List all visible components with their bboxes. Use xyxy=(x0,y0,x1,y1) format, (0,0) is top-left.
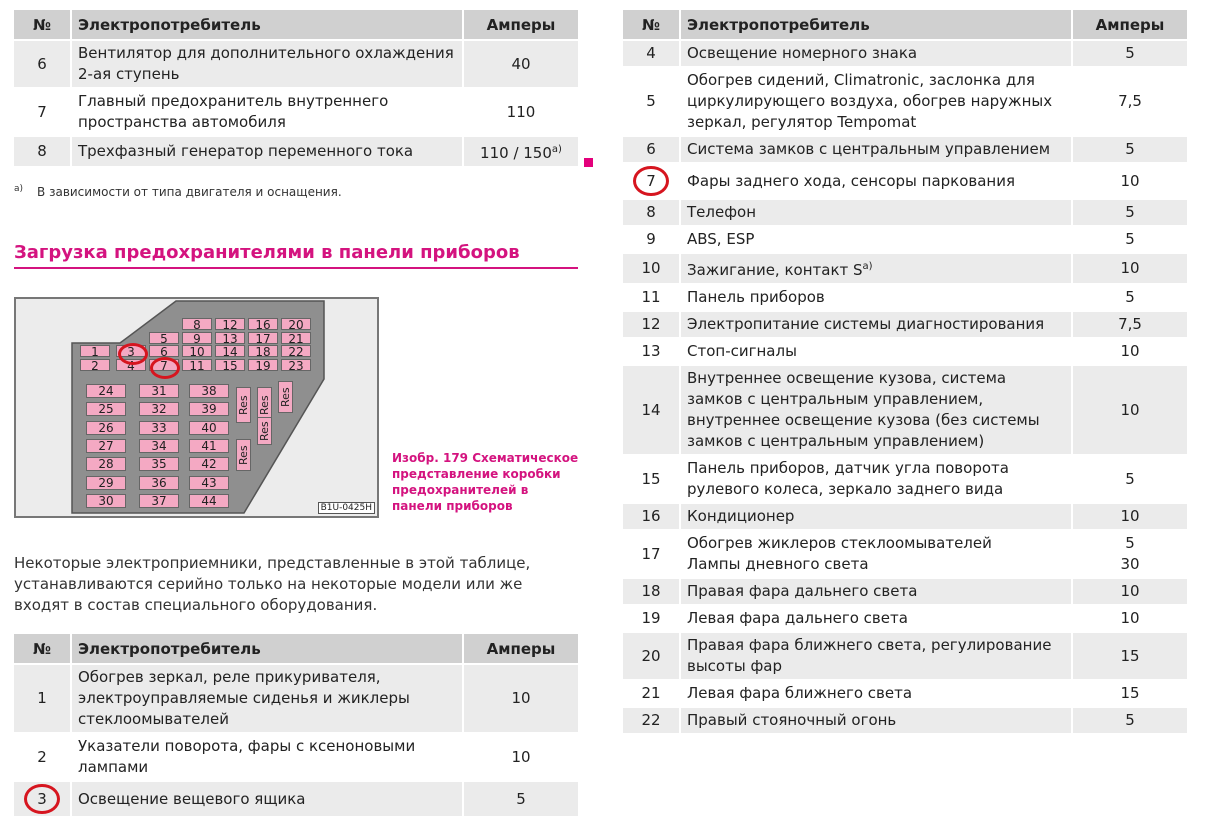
amps-value: 10 xyxy=(1120,400,1140,419)
fuse-number: 8 xyxy=(646,203,656,221)
column-header-consumer: Электропотребитель xyxy=(71,10,463,40)
amps-value: 5 xyxy=(1125,230,1135,248)
fuse-number: 1 xyxy=(37,689,47,707)
fuse-number-cell xyxy=(623,530,680,578)
fuse-table-right xyxy=(623,10,1187,735)
table-row xyxy=(623,605,1187,632)
consumer-cell xyxy=(680,284,1072,311)
fuse-number-cell xyxy=(14,136,71,167)
fuse-number: 14 xyxy=(641,400,661,419)
amps-value: 10 xyxy=(1120,342,1140,360)
consumer-cell xyxy=(71,136,463,167)
amps-value: 7,5 xyxy=(1118,315,1142,333)
consumer-name: Трехфазный генератор переменного тока xyxy=(78,142,414,160)
amps-value: 110 xyxy=(506,102,536,121)
fuse-number: 4 xyxy=(646,44,656,62)
fuse-number-cell xyxy=(623,455,680,503)
fuse-number: 21 xyxy=(641,684,661,702)
table-row xyxy=(623,338,1187,365)
amps-value: 10 xyxy=(1120,582,1140,600)
consumer-name-2: Лампы дневного света xyxy=(687,555,869,573)
table-row xyxy=(14,664,578,733)
fuse-slot: 29 xyxy=(86,476,126,490)
amps-cell xyxy=(1072,530,1187,578)
fuse-slot: 19 xyxy=(248,359,278,371)
consumer-name: Электропитание системы диагностирования xyxy=(687,315,1045,333)
fuse-slot: 11 xyxy=(182,359,212,371)
fuse-number-cell xyxy=(14,88,71,136)
fuse-slot: 39 xyxy=(189,402,229,416)
amps-value: 10 xyxy=(511,747,531,766)
consumer-cell xyxy=(680,40,1072,67)
consumer-cell xyxy=(680,605,1072,632)
table-row xyxy=(623,530,1187,578)
fuse-slot: 6 xyxy=(149,345,179,357)
amps-value: 10 xyxy=(511,689,531,707)
consumer-name: Правая фара ближнего света, регулирование высоты фар xyxy=(687,636,1052,675)
fuse-number: 11 xyxy=(641,288,661,306)
amps-value: 5 xyxy=(1125,534,1135,552)
figure-code: B1U-0425H xyxy=(318,502,375,514)
footnote-mark: a) xyxy=(14,184,24,194)
consumer-name: Зажигание, контакт S xyxy=(687,261,863,279)
amps-cell xyxy=(1072,253,1187,284)
fuse-slot: 44 xyxy=(189,494,229,508)
amps-cell xyxy=(1072,632,1187,680)
fuse-number-cell xyxy=(623,67,680,136)
fuse-slot: 38 xyxy=(189,384,229,398)
fuse-number: 8 xyxy=(37,142,47,160)
consumer-cell xyxy=(71,40,463,88)
fuse-number-cell xyxy=(623,338,680,365)
amps-value: 10 xyxy=(1120,507,1140,525)
fuse-slot: 25 xyxy=(86,402,126,416)
fuse-number: 5 xyxy=(646,92,656,110)
amps-cell xyxy=(1072,40,1187,67)
fuse-slot: 10 xyxy=(182,345,212,357)
consumer-name: Внутреннее освещение кузова, система замков с центральным управлением, внутреннее освещение кузова (без системы замков с центральным управлением) xyxy=(687,369,1040,450)
fuse-number: 15 xyxy=(641,469,661,488)
fuse-slot: 2 xyxy=(80,359,110,371)
amps-value: 5 xyxy=(516,789,526,808)
fuse-number: 16 xyxy=(641,507,661,525)
amps-cell xyxy=(1072,199,1187,226)
amps-cell xyxy=(463,40,578,88)
fuse-slot: 14 xyxy=(215,345,245,357)
column-header-number: № xyxy=(14,634,71,664)
table-row xyxy=(623,67,1187,136)
fuse-slot: 8 xyxy=(182,318,212,330)
fuse-slot: 5 xyxy=(149,332,179,344)
fuse-slot: 33 xyxy=(139,421,179,435)
fuse-number: 20 xyxy=(641,646,661,665)
table-row xyxy=(623,680,1187,707)
highlight-circle xyxy=(118,343,148,365)
amps-value: 5 xyxy=(1125,469,1135,488)
amps-value: 15 xyxy=(1120,684,1140,702)
consumer-cell xyxy=(71,781,463,817)
consumer-cell xyxy=(680,530,1072,578)
fuse-number: 17 xyxy=(641,544,661,563)
column-header-amps: Амперы xyxy=(1072,10,1187,40)
consumer-cell xyxy=(680,163,1072,199)
fuse-number-cell xyxy=(14,664,71,733)
fuse-slot: 16 xyxy=(248,318,278,330)
consumer-cell xyxy=(680,136,1072,163)
consumer-cell xyxy=(680,67,1072,136)
table-row xyxy=(623,632,1187,680)
fuse-slot: 12 xyxy=(215,318,245,330)
consumer-cell xyxy=(71,664,463,733)
fuse-table-top-left xyxy=(14,10,578,168)
fuse-number-cell xyxy=(623,578,680,605)
consumer-cell xyxy=(680,226,1072,253)
fuse-number-cell xyxy=(623,680,680,707)
amps-cell xyxy=(463,733,578,781)
fuse-number: 2 xyxy=(37,747,47,766)
fuse-number: 9 xyxy=(646,230,656,248)
footnote-text: В зависимости от типа двигателя и оснащения. xyxy=(37,185,342,199)
consumer-name: Главный предохранитель внутреннего пространства автомобиля xyxy=(78,92,389,131)
footnote xyxy=(14,184,342,199)
amps-cell xyxy=(1072,365,1187,455)
fuse-slot: 13 xyxy=(215,332,245,344)
consumer-cell xyxy=(680,632,1072,680)
fuse-number-cell xyxy=(623,605,680,632)
fuse-number-cell xyxy=(623,163,680,199)
fuse-number: 19 xyxy=(641,609,661,627)
fuse-number: 6 xyxy=(37,54,47,73)
end-marker-square xyxy=(584,158,593,167)
column-header-number: № xyxy=(14,10,71,40)
table-row xyxy=(623,503,1187,530)
highlight-circle xyxy=(150,357,180,379)
fuse-number-cell xyxy=(14,40,71,88)
amps-cell xyxy=(1072,707,1187,734)
amps-cell xyxy=(1072,311,1187,338)
fuse-slot: 41 xyxy=(189,439,229,453)
fuse-slot: 17 xyxy=(248,332,278,344)
consumer-name: Вентилятор для дополнительного охлаждения 2-ая ступень xyxy=(78,44,454,83)
fuse-slot: 22 xyxy=(281,345,311,357)
amps-cell xyxy=(1072,680,1187,707)
fuse-number-cell xyxy=(623,311,680,338)
fuse-number-cell xyxy=(623,707,680,734)
amps-value: 7,5 xyxy=(1118,92,1142,110)
table-header-row xyxy=(14,634,578,664)
reserve-fuse-slot: Res xyxy=(278,381,293,413)
consumer-cell xyxy=(680,503,1072,530)
fuse-slot: 1 xyxy=(80,345,110,357)
amps-value: 10 xyxy=(1120,609,1140,627)
fuse-number-cell xyxy=(623,632,680,680)
table-header-row xyxy=(14,10,578,40)
fuse-number: 7 xyxy=(633,166,669,196)
column-header-consumer: Электропотребитель xyxy=(680,10,1072,40)
fuse-number-cell xyxy=(623,503,680,530)
fuse-number-cell xyxy=(623,199,680,226)
fuse-slot: 28 xyxy=(86,457,126,471)
table-header-row xyxy=(623,10,1187,40)
table-row xyxy=(623,311,1187,338)
consumer-name: Левая фара дальнего света xyxy=(687,609,908,627)
fuse-number-cell xyxy=(623,365,680,455)
table-row xyxy=(623,365,1187,455)
intro-paragraph: Некоторые электроприемники, представленные в этой таблице, устанавливаются серийно только на некоторые модели или же входят в состав специального оборудования. xyxy=(14,554,531,614)
amps-cell xyxy=(463,136,578,167)
consumer-name: Указатели поворота, фары с ксеноновыми лампами xyxy=(78,737,416,776)
reserve-fuse-slot: Res xyxy=(257,417,272,445)
consumer-name: Панель приборов xyxy=(687,288,825,306)
amps-cell xyxy=(463,664,578,733)
reserve-fuse-slot: Res xyxy=(257,387,272,423)
amps-cell xyxy=(1072,455,1187,503)
amps-value: 40 xyxy=(511,54,531,73)
amps-value: 5 xyxy=(1125,44,1135,62)
fuse-slot: 26 xyxy=(86,421,126,435)
fuse-slot: 40 xyxy=(189,421,229,435)
table-row xyxy=(623,199,1187,226)
consumer-name: Телефон xyxy=(687,203,757,221)
amps-cell xyxy=(1072,226,1187,253)
consumer-cell xyxy=(680,199,1072,226)
table-row xyxy=(623,707,1187,734)
amps-value: 110 / 150 xyxy=(480,144,552,162)
fuse-slot: 20 xyxy=(281,318,311,330)
table-row xyxy=(14,733,578,781)
fuse-number: 18 xyxy=(641,582,661,600)
table-row xyxy=(623,284,1187,311)
table-row xyxy=(14,88,578,136)
amps-cell xyxy=(463,781,578,817)
consumer-cell xyxy=(71,88,463,136)
consumer-name: Кондиционер xyxy=(687,507,795,525)
fuse-number-cell xyxy=(14,733,71,781)
fuse-slot: 35 xyxy=(139,457,179,471)
fuse-slot: 23 xyxy=(281,359,311,371)
amps-cell xyxy=(1072,503,1187,530)
amps-cell xyxy=(1072,605,1187,632)
fuse-slot: 31 xyxy=(139,384,179,398)
consumer-name: Панель приборов, датчик угла поворота рулевого колеса, зеркало заднего вида xyxy=(687,459,1009,498)
fuse-number: 10 xyxy=(641,259,661,277)
fuse-slot: 18 xyxy=(248,345,278,357)
fuse-number: 7 xyxy=(37,102,47,121)
consumer-cell xyxy=(680,253,1072,284)
amps-cell xyxy=(1072,67,1187,136)
consumer-cell xyxy=(680,365,1072,455)
fuse-slot: 42 xyxy=(189,457,229,471)
consumer-name: Левая фара ближнего света xyxy=(687,684,913,702)
amps-value-2: 30 xyxy=(1120,555,1140,573)
consumer-name: Фары заднего хода, сенсоры паркования xyxy=(687,171,1016,190)
amps-value: 5 xyxy=(1125,711,1135,729)
fuse-number: 3 xyxy=(24,784,60,814)
table-row xyxy=(623,578,1187,605)
consumer-cell xyxy=(680,455,1072,503)
amps-value: 10 xyxy=(1120,171,1140,190)
table-row xyxy=(623,226,1187,253)
consumer-cell xyxy=(680,707,1072,734)
fuse-number: 12 xyxy=(641,315,661,333)
table-row xyxy=(14,136,578,167)
consumer-name: Освещение вещевого ящика xyxy=(78,789,306,808)
fuse-number-cell xyxy=(623,136,680,163)
fuse-slot: 24 xyxy=(86,384,126,398)
amps-cell xyxy=(1072,136,1187,163)
consumer-name: Обогрев зеркал, реле прикуривателя, электроуправляемые сиденья и жиклеры стеклоомывателей xyxy=(78,668,410,728)
fuse-slot: 9 xyxy=(182,332,212,344)
fuse-number-cell xyxy=(623,40,680,67)
consumer-name: Обогрев сидений, Climatronic, заслонка для циркулирующего воздуха, обогрев наружных зеркал, регулятор Tempomat xyxy=(687,71,1053,131)
fuse-slot: 7 xyxy=(149,359,179,371)
fuse-slot: 36 xyxy=(139,476,179,490)
column-header-number: № xyxy=(623,10,680,40)
consumer-cell xyxy=(680,311,1072,338)
consumer-name: ABS, ESP xyxy=(687,230,755,248)
consumer-cell xyxy=(680,680,1072,707)
fuse-slot: 21 xyxy=(281,332,311,344)
fuse-slot: 37 xyxy=(139,494,179,508)
consumer-name: Освещение номерного знака xyxy=(687,44,918,62)
fuse-number: 22 xyxy=(641,711,661,729)
consumer-name: Обогрев жиклеров стеклоомывателей xyxy=(687,534,992,552)
amps-cell xyxy=(1072,163,1187,199)
amps-value: 5 xyxy=(1125,203,1135,221)
consumer-cell xyxy=(680,338,1072,365)
column-header-amps: Амперы xyxy=(463,634,578,664)
reserve-fuse-slot: Res xyxy=(236,439,251,471)
fuse-number-cell xyxy=(623,253,680,284)
fuse-slot: 4 xyxy=(116,359,146,371)
footnote-ref: a) xyxy=(862,261,873,272)
column-header-consumer: Электропотребитель xyxy=(71,634,463,664)
amps-cell xyxy=(1072,284,1187,311)
consumer-cell xyxy=(680,578,1072,605)
amps-value: 15 xyxy=(1120,646,1140,665)
table-row xyxy=(623,455,1187,503)
fuse-box-figure xyxy=(14,297,379,518)
table-row xyxy=(623,253,1187,284)
amps-cell xyxy=(1072,338,1187,365)
fuse-slot: 15 xyxy=(215,359,245,371)
section-heading: Загрузка предохранителями в панели приборов xyxy=(14,242,578,269)
table-row xyxy=(14,781,578,817)
fuse-number: 6 xyxy=(646,140,656,158)
consumer-name: Стоп-сигналы xyxy=(687,342,797,360)
table-row xyxy=(623,163,1187,199)
fuse-number-cell xyxy=(623,284,680,311)
fuse-table-bottom-left xyxy=(14,634,578,818)
fuse-slot: 27 xyxy=(86,439,126,453)
reserve-fuse-slot: Res xyxy=(236,387,251,423)
fuse-slot: 3 xyxy=(116,345,146,357)
table-row xyxy=(623,40,1187,67)
fuse-slot: 34 xyxy=(139,439,179,453)
amps-value: 10 xyxy=(1120,259,1140,277)
figure-caption: Изобр. 179 Схематическое представление коробки предохранителей в панели приборов xyxy=(392,451,579,513)
consumer-name: Система замков с центральным управлением xyxy=(687,140,1051,158)
consumer-cell xyxy=(71,733,463,781)
fuse-number-cell xyxy=(14,781,71,817)
fuse-slot: 30 xyxy=(86,494,126,508)
fuse-number-cell xyxy=(623,226,680,253)
table-row xyxy=(623,136,1187,163)
fuse-slot: 32 xyxy=(139,402,179,416)
consumer-name: Правый стояночный огонь xyxy=(687,711,897,729)
table-row xyxy=(14,40,578,88)
fuse-slot: 43 xyxy=(189,476,229,490)
consumer-name: Правая фара дальнего света xyxy=(687,582,918,600)
amps-value: 5 xyxy=(1125,288,1135,306)
amps-cell xyxy=(1072,578,1187,605)
amps-value: 5 xyxy=(1125,140,1135,158)
fuse-number: 13 xyxy=(641,342,661,360)
footnote-ref: a) xyxy=(551,144,562,155)
column-header-amps: Амперы xyxy=(463,10,578,40)
amps-cell xyxy=(463,88,578,136)
